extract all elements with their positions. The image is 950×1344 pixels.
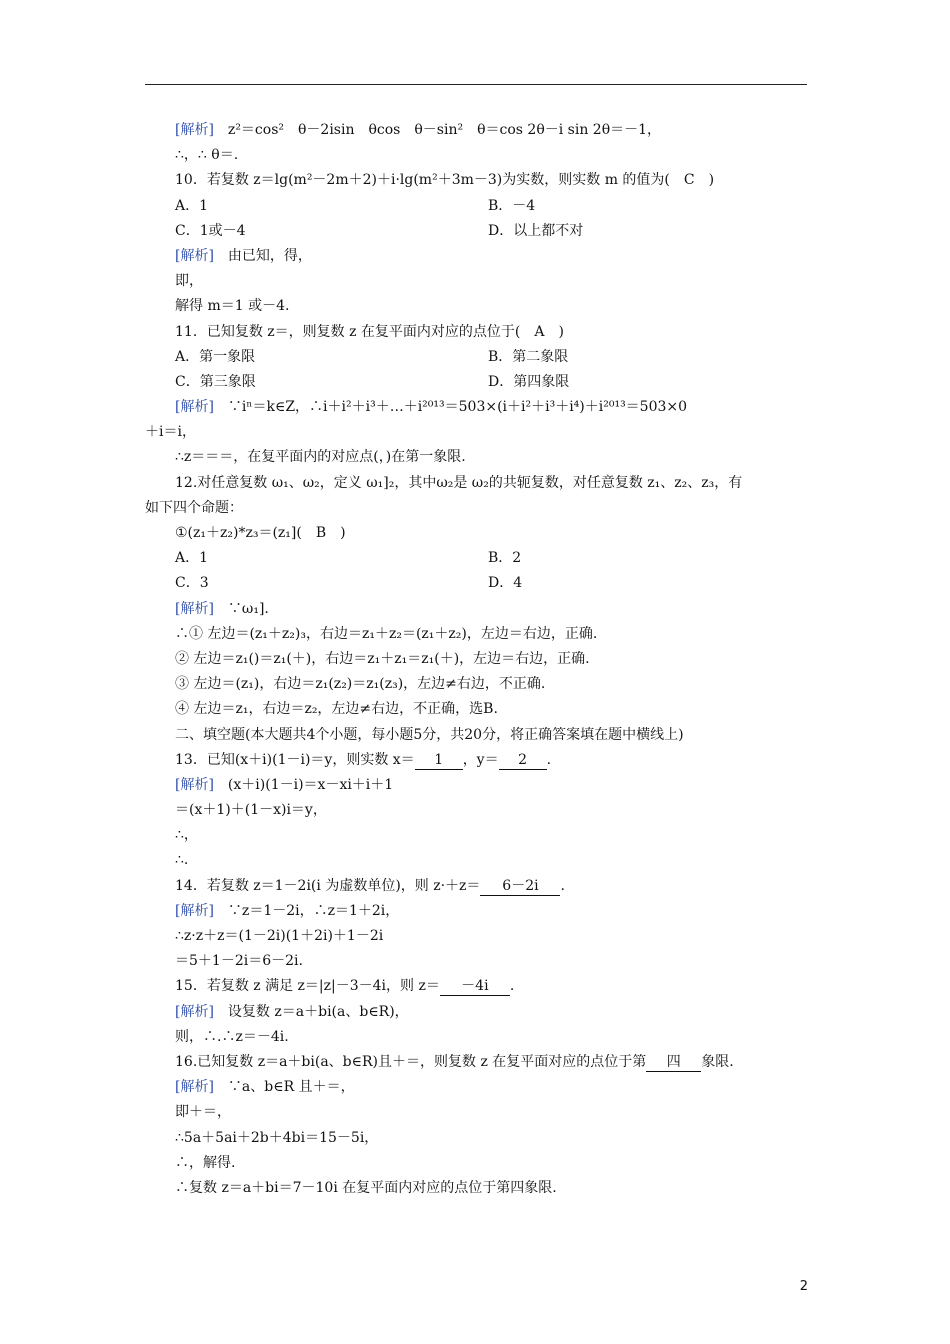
option-d: D．第四象限	[488, 373, 570, 390]
option-c: C．第三象限	[175, 373, 256, 390]
text-line: ＋i＝i，	[145, 424, 196, 441]
question-13: 13．已知(x＋i)(1－i)＝y，则实数 x＝ 1 ，y＝ 2 .	[175, 751, 552, 768]
question-15: 15．若复数 z 满足 z＝|z|－3－4i，则 z＝ －4i .	[175, 978, 515, 995]
header-rule	[145, 84, 807, 85]
option-a: A．1	[175, 197, 209, 214]
option-b: B．2	[488, 550, 522, 567]
answer-blank: 2	[499, 751, 547, 770]
text-line: ∴，解得.	[175, 1154, 236, 1171]
text-line: ∴z＝＝＝，在复平面内的对应点(，)在第一象限.	[175, 449, 466, 466]
question-16: 16.已知复数 z＝a＋bi(a、b∈R)且＋＝，则复数 z 在复平面对应的点位于第 四 象限.	[175, 1053, 734, 1070]
analysis-tag: [解析]	[175, 399, 214, 416]
analysis-tag: [解析]	[175, 776, 214, 793]
text-line: ①(z₁＋z₂)*z₃＝(z₁]( B )	[175, 525, 346, 541]
question-12: 12.对任意复数 ω₁、ω₂，定义 ω₁]₂，其中ω₂是 ω₂的共轭复数，对任意复数 z₁、z₂、z₃，有	[175, 474, 743, 491]
page-number: 2	[799, 1279, 808, 1294]
text-line: ∴，	[175, 827, 198, 844]
text-line: 解得 m＝1 或－4.	[175, 298, 290, 315]
text-line: [解析] 设复数 z＝a＋bi(a、b∈R)，	[175, 1003, 409, 1020]
document-body	[145, 118, 810, 1201]
option-b: B．－4	[488, 197, 536, 214]
text-line: ∴复数 z＝a＋bi＝7－10i 在复平面内对应的点位于第四象限.	[175, 1179, 557, 1196]
options-row	[145, 219, 810, 244]
text-line: ＝5＋1－2i＝6－2i.	[175, 953, 303, 970]
text-line: 即＋＝，	[175, 1104, 231, 1121]
analysis-tag: [解析]	[175, 247, 214, 264]
text-line: ② 左边＝z₁()＝z₁(＋)，右边＝z₁＋z₁＝z₁(＋)，左边＝右边，正确.	[175, 650, 590, 667]
question-11: 11．已知复数 z＝，则复数 z 在复平面内对应的点位于( A )	[175, 323, 564, 340]
option-d: D．以上都不对	[488, 222, 584, 239]
answer-blank: 1	[415, 751, 463, 770]
text-line: ④ 左边＝z₁，右边＝z₂，左边≠右边，不正确，选B.	[175, 701, 498, 718]
option-c: C．3	[175, 575, 209, 592]
text-line: ∴.	[175, 852, 189, 869]
text-line: [解析] (x＋i)(1－i)＝x－xi＋i＋1	[175, 776, 394, 793]
option-d: D．4	[488, 575, 523, 592]
text-line: 则，∴.∴z＝－4i.	[175, 1028, 289, 1045]
text-line: ＝(x＋1)＋(1－x)i＝y，	[175, 802, 327, 819]
analysis-tag: [解析]	[175, 122, 214, 138]
answer-blank: 6－2i	[480, 877, 560, 896]
options-row	[145, 546, 810, 571]
text-line: ∴，∴ θ＝.	[175, 147, 239, 164]
options-row	[145, 194, 810, 219]
options-row	[145, 571, 810, 596]
text-line: 如下四个命题：	[145, 499, 243, 516]
text-line: [解析] ∵a、b∈R 且＋＝，	[175, 1079, 355, 1096]
text-line: ∴① 左边＝(z₁＋z₂)₃，右边＝z₁＋z₂＝(z₁＋z₂)，左边＝右边，正确.	[175, 625, 598, 642]
question-10: 10．若复数 z＝lg(m²－2m＋2)＋i·lg(m²＋3m－3)为实数，则实数 m 的值为( C )	[175, 172, 715, 189]
text-line: [解析] ∵ω₁].	[175, 600, 269, 617]
section-heading: 二、填空题(本大题共4个小题，每小题5分，共20分，将正确答案填在题中横线上)	[175, 726, 684, 743]
text-line: [解析] ∵z＝1－2i，∴z＝1＋2i，	[175, 902, 400, 919]
text-line: ∴5a＋5ai＋2b＋4bi＝15－5i，	[175, 1129, 379, 1146]
question-14: 14．若复数 z＝1－2i(i 为虚数单位)，则 z·＋z＝ 6－2i .	[175, 877, 565, 894]
text-line: ∴z·z＋z＝(1－2i)(1＋2i)＋1－2i	[175, 928, 384, 944]
options-row	[145, 345, 810, 370]
answer-blank: 四	[646, 1053, 701, 1072]
option-a: A．第一象限	[175, 348, 256, 365]
text-line: ③ 左边＝(z₁)，右边＝z₁(z₂)＝z₁(z₃)，左边≠右边，不正确.	[175, 676, 546, 693]
text-line: [解析] ∵iⁿ＝k∈Z，∴i＋i²＋i³＋…＋i²⁰¹³＝503×(i＋i²＋i³＋i⁴)＋i²⁰¹³＝503×0	[175, 399, 688, 416]
analysis-tag: [解析]	[175, 600, 214, 617]
text-line: 即，	[175, 273, 203, 290]
analysis-tag: [解析]	[175, 1079, 214, 1096]
answer-blank: －4i	[440, 977, 510, 996]
analysis-tag: [解析]	[175, 902, 214, 919]
options-row	[145, 370, 810, 395]
option-a: A．1	[175, 550, 209, 567]
option-b: B．第二象限	[488, 348, 569, 365]
option-c: C．1或－4	[175, 222, 246, 239]
text-line: [解析] z²＝cos² θ－2isin θcos θ－sin² θ＝cos 2θ－i sin 2θ＝－1，	[175, 122, 662, 138]
text-line: [解析] 由已知，得，	[175, 247, 312, 264]
analysis-tag: [解析]	[175, 1003, 214, 1020]
